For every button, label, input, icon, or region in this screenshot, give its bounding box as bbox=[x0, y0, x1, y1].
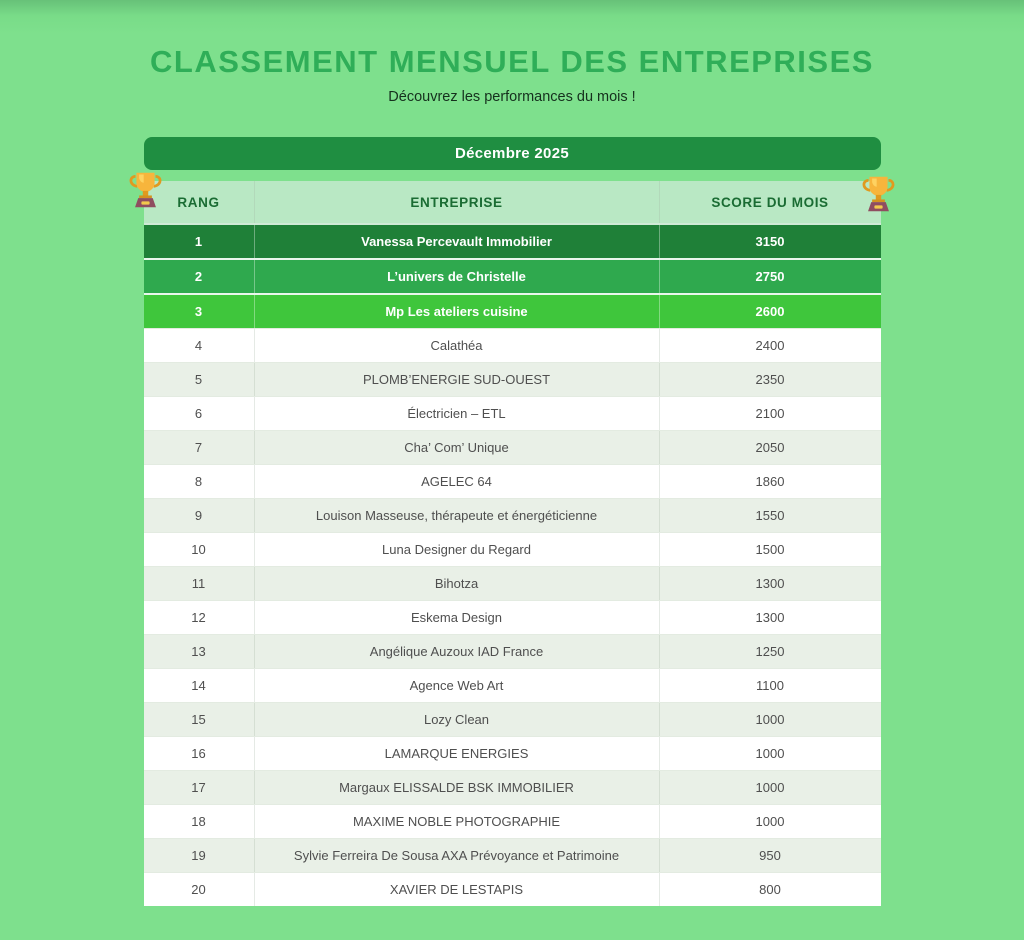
score-cell: 950 bbox=[759, 848, 781, 863]
rank-cell: 9 bbox=[194, 508, 203, 523]
table-row bbox=[144, 430, 881, 464]
score-cell: 1860 bbox=[755, 474, 785, 489]
score-cell: 2600 bbox=[755, 304, 785, 319]
company-cell: Lozy Clean bbox=[254, 703, 660, 736]
rank-cell: 12 bbox=[191, 610, 206, 625]
month-banner bbox=[144, 137, 881, 170]
table-row bbox=[144, 838, 881, 872]
rank-cell: 15 bbox=[191, 712, 206, 727]
table-row bbox=[144, 566, 881, 600]
company-cell: Sylvie Ferreira De Sousa AXA Prévoyance et Patrimoine bbox=[254, 839, 660, 872]
column-header-rank: RANG bbox=[177, 194, 220, 210]
table-row bbox=[144, 804, 881, 838]
table-row bbox=[144, 328, 881, 362]
rank-cell: 19 bbox=[191, 848, 206, 863]
table-row bbox=[144, 634, 881, 668]
score-cell: 2400 bbox=[755, 338, 785, 353]
table-row bbox=[144, 532, 881, 566]
rank-cell: 2 bbox=[194, 269, 203, 284]
company-cell: Vanessa Percevault Immobilier bbox=[254, 225, 660, 258]
table-row bbox=[144, 770, 881, 804]
table-row bbox=[144, 872, 881, 906]
rank-cell: 13 bbox=[191, 644, 206, 659]
company-cell: PLOMB’ENERGIE SUD-OUEST bbox=[254, 363, 660, 396]
company-cell: Margaux ELISSALDE BSK IMMOBILIER bbox=[254, 771, 660, 804]
table-row bbox=[144, 702, 881, 736]
score-cell: 1550 bbox=[755, 508, 785, 523]
company-cell: Cha’ Com’ Unique bbox=[254, 431, 660, 464]
score-cell: 1500 bbox=[755, 542, 785, 557]
score-cell: 2050 bbox=[755, 440, 785, 455]
company-cell: Agence Web Art bbox=[254, 669, 660, 702]
company-cell: MAXIME NOBLE PHOTOGRAPHIE bbox=[254, 805, 660, 838]
table-body bbox=[144, 223, 881, 906]
rank-cell: 6 bbox=[194, 406, 203, 421]
month-banner-label: Décembre 2025 bbox=[455, 145, 569, 162]
score-cell: 1000 bbox=[755, 746, 785, 761]
company-cell: Louison Masseuse, thérapeute et énergéticienne bbox=[254, 499, 660, 532]
score-cell: 3150 bbox=[755, 234, 785, 249]
rank-cell: 10 bbox=[191, 542, 206, 557]
table-row bbox=[144, 736, 881, 770]
score-cell: 1100 bbox=[756, 678, 784, 693]
rank-cell: 8 bbox=[194, 474, 203, 489]
table-row bbox=[144, 293, 881, 328]
score-cell: 2750 bbox=[755, 269, 785, 284]
rank-cell: 17 bbox=[191, 780, 206, 795]
company-cell: Eskema Design bbox=[254, 601, 660, 634]
company-cell: Bihotza bbox=[254, 567, 660, 600]
company-cell: LAMARQUE ENERGIES bbox=[254, 737, 660, 770]
score-cell: 2350 bbox=[755, 372, 785, 387]
rank-cell: 4 bbox=[194, 338, 203, 353]
rank-cell: 7 bbox=[194, 440, 203, 455]
rank-cell: 11 bbox=[191, 576, 206, 591]
score-cell: 1300 bbox=[755, 576, 785, 591]
score-cell: 1250 bbox=[755, 644, 785, 659]
column-header-company: ENTREPRISE bbox=[254, 181, 660, 223]
table-row bbox=[144, 258, 881, 293]
column-header-score: SCORE DU MOIS bbox=[711, 194, 829, 210]
table-row bbox=[144, 464, 881, 498]
company-cell: AGELEC 64 bbox=[254, 465, 660, 498]
rank-cell: 16 bbox=[191, 746, 206, 761]
score-cell: 1000 bbox=[755, 814, 785, 829]
company-cell: Électricien – ETL bbox=[254, 397, 660, 430]
leaderboard-table-wrapper bbox=[144, 181, 881, 906]
score-cell: 2100 bbox=[755, 406, 785, 421]
table-row bbox=[144, 668, 881, 702]
company-cell: Angélique Auzoux IAD France bbox=[254, 635, 660, 668]
leaderboard-page bbox=[144, 44, 881, 906]
score-cell: 1300 bbox=[755, 610, 785, 625]
score-cell: 1000 bbox=[755, 780, 785, 795]
rank-cell: 20 bbox=[191, 882, 206, 897]
page-subtitle: Découvrez les performances du mois ! bbox=[388, 89, 636, 105]
trophy-icon bbox=[127, 170, 164, 210]
table-row bbox=[144, 362, 881, 396]
table-row bbox=[144, 223, 881, 258]
rank-cell: 18 bbox=[191, 814, 206, 829]
trophy-icon bbox=[860, 174, 897, 214]
table-header-row bbox=[144, 181, 881, 223]
company-cell: Luna Designer du Regard bbox=[254, 533, 660, 566]
table-row bbox=[144, 498, 881, 532]
company-cell: Calathéa bbox=[254, 329, 660, 362]
score-cell: 800 bbox=[759, 882, 781, 897]
company-cell: Mp Les ateliers cuisine bbox=[254, 295, 660, 328]
company-cell: L’univers de Christelle bbox=[254, 260, 660, 293]
rank-cell: 14 bbox=[191, 678, 206, 693]
table-row bbox=[144, 396, 881, 430]
company-cell: XAVIER DE LESTAPIS bbox=[254, 873, 660, 906]
table-row bbox=[144, 600, 881, 634]
leaderboard-table bbox=[144, 181, 881, 906]
rank-cell: 3 bbox=[194, 304, 203, 319]
rank-cell: 1 bbox=[194, 234, 203, 249]
score-cell: 1000 bbox=[755, 712, 785, 727]
page-title: CLASSEMENT MENSUEL DES ENTREPRISES bbox=[150, 44, 874, 79]
rank-cell: 5 bbox=[194, 372, 203, 387]
